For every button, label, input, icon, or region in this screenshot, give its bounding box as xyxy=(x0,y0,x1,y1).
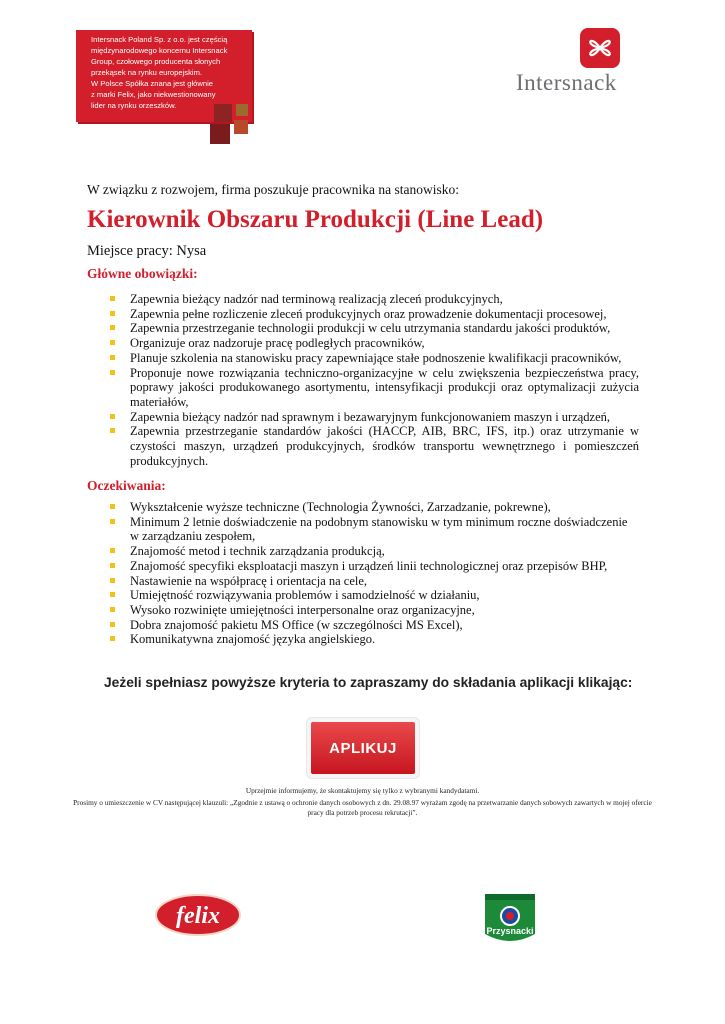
list-item: Organizuje oraz nadzoruje pracę podległych pracowników, xyxy=(108,336,639,351)
bullet-icon xyxy=(110,340,115,345)
bullet-icon xyxy=(110,563,115,568)
svg-text:Przysnacki: Przysnacki xyxy=(486,926,534,936)
job-location: Miejsce pracy: Nysa xyxy=(87,243,207,259)
list-item: Nastawienie na współpracę i orientacja na cele, xyxy=(108,574,639,589)
intro-line: W związku z rozwojem, firma poszukuje pracownika na stanowisko: xyxy=(87,182,460,197)
list-item: Planuje szkolenia na stanowisku pracy zapewniające stałe podnoszenie kwalifikacji pracowników, xyxy=(108,351,639,366)
duties-list xyxy=(108,292,639,468)
bullet-icon xyxy=(110,311,115,316)
list-item: Komunikatywna znajomość języka angielskiego. xyxy=(108,632,639,647)
list-item: Zapewnia pełne rozliczenie zleceń produkcyjnych oraz prowadzenie dokumentacji procesowej, xyxy=(108,307,639,322)
apply-button[interactable]: APLIKUJ xyxy=(311,722,415,774)
bullet-icon xyxy=(110,578,115,583)
decorative-square xyxy=(210,124,230,144)
duties-heading: Główne obowiązki: xyxy=(87,266,198,281)
bullet-icon xyxy=(110,325,115,330)
bullet-icon xyxy=(110,636,115,641)
call-to-action: Jeżeli spełniasz powyższe kryteria to zapraszamy do składania aplikacji klikając: xyxy=(104,675,633,690)
list-item: Zapewnia bieżący nadzór nad terminową realizacją zleceń produkcyjnych, xyxy=(108,292,639,307)
decorative-square xyxy=(234,120,248,134)
bullet-icon xyxy=(110,622,115,627)
bullet-icon xyxy=(110,355,115,360)
bullet-icon xyxy=(110,504,115,509)
decorative-square xyxy=(214,104,232,122)
bullet-icon xyxy=(110,592,115,597)
expectations-heading: Oczekiwania: xyxy=(87,478,166,493)
brand-name: Intersnack xyxy=(516,70,617,95)
list-item: Proponuje nowe rozwiązania techniczno-organizacyjne w celu zwiększenia bezpieczeństwa pracy, poprawy jakości produkowanego asortymentu, intensyfikacji produkcji oraz optymalizacji zużycia materiałów, xyxy=(108,366,639,410)
bullet-icon xyxy=(110,428,115,433)
list-item: Umiejętność rozwiązywania problemów i samodzielność w działaniu, xyxy=(108,588,639,603)
list-item: Wysoko rozwinięte umiejętności interpersonalne oraz organizacyjne, xyxy=(108,603,639,618)
job-title: Kierownik Obszaru Produkcji (Line Lead) xyxy=(87,206,544,233)
bullet-icon xyxy=(110,414,115,419)
list-item: Znajomość metod i technik zarządzania produkcją, xyxy=(108,544,639,559)
bullet-icon xyxy=(110,370,115,375)
list-item: Minimum 2 letnie doświadczenie na podobnym stanowisku w tym minimum roczne doświadczenie w zarządzaniu zespołem, xyxy=(108,515,639,544)
bullet-icon xyxy=(110,607,115,612)
gdpr-clause: Prosimy o umieszczenie w CV następującej klauzuli: „Zgodnie z ustawą o ochronie danych osobowych z dn. 29.08.97 wyrażam zgodę na przetwarzanie danych sobowych zawartych w mojej ofercie pracy dla potrzeb procesu rekrutacji”. xyxy=(73,798,652,817)
felix-logo xyxy=(155,894,241,936)
bullet-icon xyxy=(110,519,115,524)
list-item: Znajomość specyfiki eksploatacji maszyn i urządzeń linii technologicznej oraz przepisów BHP, xyxy=(108,559,639,574)
przysnacki-logo xyxy=(481,890,539,948)
bullet-icon xyxy=(110,296,115,301)
intro-banner-text: Intersnack Poland Sp. z o.o. jest częścią międzynarodowego koncernu Intersnack Group, czołowego producenta słonych przekąsek na rynku europejskim. W Polsce Spółka znana jest głównie z marki Felix, jako niekwestionowany lider na rynku orzeszków. xyxy=(91,35,228,110)
list-item: Zapewnia bieżący nadzór nad sprawnym i bezawaryjnym funkcjonowaniem maszyn i urządzeń, xyxy=(108,410,639,425)
intersnack-logo-icon xyxy=(580,28,620,68)
list-item: Dobra znajomość pakietu MS Office (w szczególności MS Excel), xyxy=(108,618,639,633)
decorative-square xyxy=(236,104,248,116)
list-item: Wykształcenie wyższe techniczne (Technologia Żywności, Zarzadzanie, pokrewne), xyxy=(108,500,639,515)
bullet-icon xyxy=(110,548,115,553)
svg-text:felix: felix xyxy=(176,903,220,929)
list-item: Zapewnia przestrzeganie standardów jakości (HACCP, AIB, BRC, IFS, itp.) oraz utrzymanie w czystości maszyn, urządzeń produkcyjnych, środków transportu wewnętrznego i pomieszczeń produkcyjnych. xyxy=(108,424,639,468)
expectations-list xyxy=(108,500,639,647)
list-item: Zapewnia przestrzeganie technologii produkcji w celu utrzymania standardu jakości produktów, xyxy=(108,321,639,336)
contact-notice: Uprzejmie informujemy, że skontaktujemy się tylko z wybranymi kandydatami. xyxy=(245,786,480,795)
